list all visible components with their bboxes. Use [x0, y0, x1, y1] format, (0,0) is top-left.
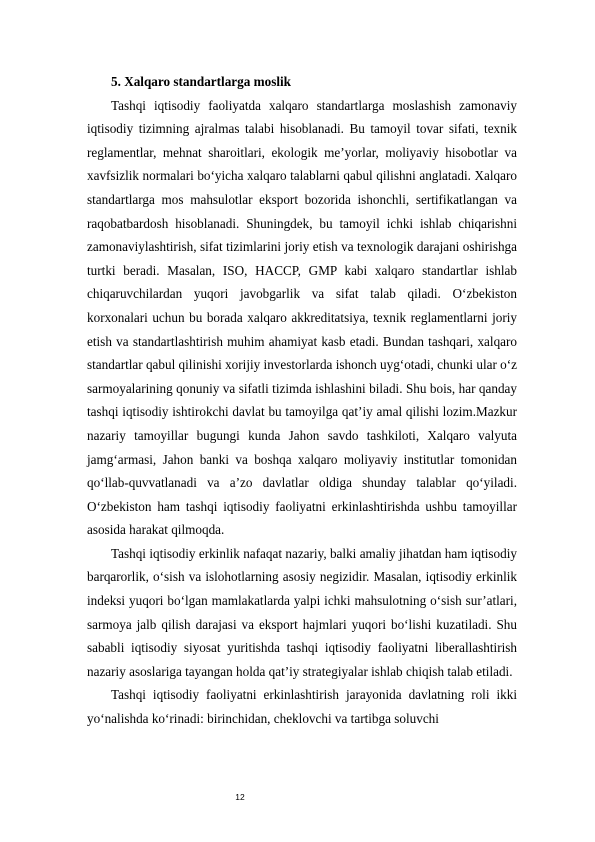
paragraph-3: Tashqi iqtisodiy faoliyatni erkinlashtirish jarayonida davlatning roli ikki yo‘nalishda ko‘rinadi: birinchidan, cheklovchi va tartibga soluvchi [87, 687, 517, 727]
page-number: 12 [235, 792, 245, 802]
document-body [87, 70, 517, 731]
section-heading: 5. Xalqaro standartlarga moslik [111, 74, 291, 89]
paragraph-1: Tashqi iqtisodiy faoliyatda xalqaro standartlarga moslashish zamonaviy iqtisodiy tizimning ajralmas talabi hisoblanadi. Bu tamoyil tovar sifati, texnik reglamentlar, mehnat sharoitlari, ekologik me’yorlar, moliyaviy hisobotlar va xavfsizlik normalari bo‘yicha xalqaro talablarni qabul qilishni anglatadi. Xalqaro standartlarga mos mahsulotlar eksport bozorida ishonchli, sertifikatlangan va raqobatbardosh hisoblanadi. Shuningdek, bu tamoyil ichki ishlab chiqarishni zamonaviylashtirish, sifat tizimlarini joriy etish va texnologik darajani oshirishga turtki beradi. Masalan, ISO, HACCP, GMP kabi xalqaro standartlar ishlab chiqaruvchilardan yuqori javobgarlik va sifat talab qiladi. O‘zbekiston korxonalari uchun bu borada xalqaro akkreditatsiya, texnik reglamentlarni joriy etish va standartlashtirish muhim ahamiyat kasb etadi. Bundan tashqari, xalqaro standartlar qabul qilinishi xorijiy investorlarda ishonch uyg‘otadi, chunki ular o‘z sarmoyalarining qonuniy va sifatli tizimda ishlashini biladi. Shu bois, har qanday tashqi iqtisodiy ishtirokchi davlat bu tamoyilga qat’iy amal qilishi lozim.Mazkur nazariy tamoyillar bugungi kunda Jahon savdo tashkiloti, Xalqaro valyuta jamg‘armasi, Jahon banki va boshqa xalqaro moliyaviy institutlar tomonidan qo‘llab-quvvatlanadi va a’zo davlatlar oldiga shunday talablar qo‘yiladi. O‘zbekiston ham tashqi iqtisodiy faoliyatni erkinlashtirishda ushbu tamoyillar asosida harakat qilmoqda. [87, 97, 517, 538]
paragraph-2: Tashqi iqtisodiy erkinlik nafaqat nazariy, balki amaliy jihatdan ham iqtisodiy barqarorlik, o‘sish va islohotlarning asosiy negizidir. Masalan, iqtisodiy erkinlik indeksi yuqori bo‘lgan mamlakatlarda yalpi ichki mahsulotning o‘sish sur’atlari, sarmoya jalb qilish darajasi va eksport hajmlari yuqori bo‘lishi kuzatiladi. Shu sababli iqtisodiy siyosat yuritishda tashqi iqtisodiy faoliyatni liberallashtirish nazariy asoslariga tayangan holda qat’iy strategiyalar ishlab chiqish talab etiladi. [87, 545, 517, 679]
